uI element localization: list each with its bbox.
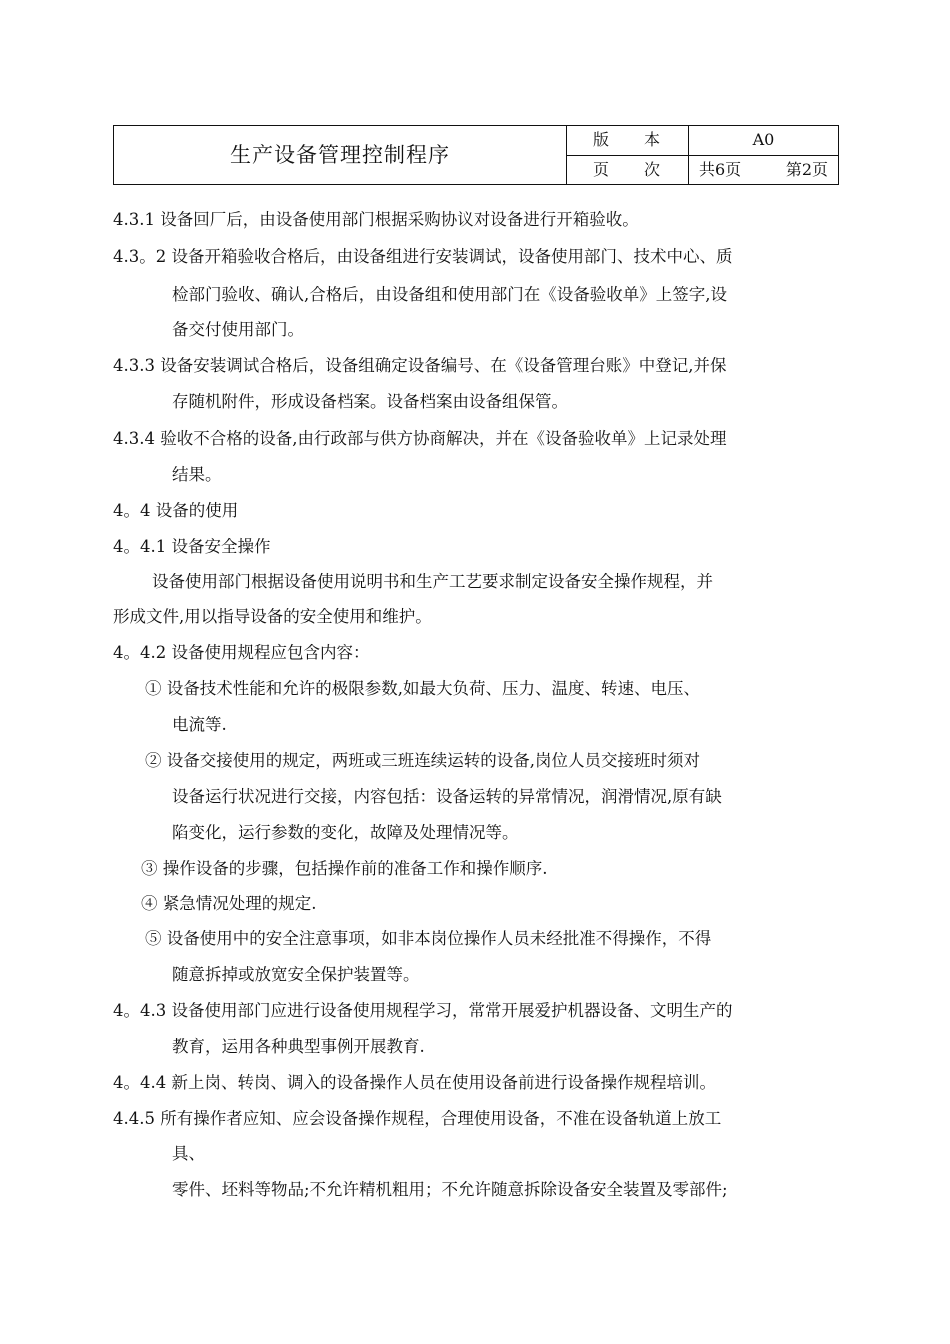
text-line: 4.4.5 所有操作者应知、应会设备操作规程，合理使用设备，不准在设备轨道上放工 xyxy=(113,1109,722,1128)
page-current: 第2页 xyxy=(785,159,828,179)
version-label-second-char: 本 xyxy=(643,130,660,150)
text-line: 4.3.1 设备回厂后，由设备使用部门根据采购协议对设备进行开箱验收。 xyxy=(113,210,639,229)
document-title: 生产设备管理控制程序 xyxy=(114,126,567,185)
subsection-heading: 4。4.2 设备使用规程应包含内容： xyxy=(113,643,370,662)
text-line: 存随机附件，形成设备档案。设备档案由设备组保管。 xyxy=(172,392,568,411)
text-line: 备交付使用部门。 xyxy=(172,320,304,339)
text-line: 形成文件,用以指导设备的安全使用和维护。 xyxy=(113,607,432,626)
text-line: 具、 xyxy=(172,1144,205,1163)
list-item: ③ 操作设备的步骤，包括操作前的准备工作和操作顺序. xyxy=(141,859,548,878)
text-line: 结果。 xyxy=(172,465,222,484)
list-item-continuation: 电流等. xyxy=(172,715,227,734)
list-item: ② 设备交接使用的规定，两班或三班连续运转的设备,岗位人员交接班时须对 xyxy=(145,751,700,770)
text-line: 检部门验收、确认,合格后，由设备组和使用部门在《设备验收单》上签字,设 xyxy=(172,285,727,304)
text-line: 教育，运用各种典型事例开展教育. xyxy=(172,1037,425,1056)
text-line: 零件、坯料等物品;不允许精机粗用；不允许随意拆除设备安全装置及零部件; xyxy=(172,1180,728,1199)
text-line: 4.3.4 验收不合格的设备,由行政部与供方协商解决，并在《设备验收单》上记录处理 xyxy=(113,429,727,448)
list-item: ④ 紧急情况处理的规定. xyxy=(141,894,317,913)
subsection-heading: 4。4.1 设备安全操作 xyxy=(113,537,271,556)
section-heading: 4。4 设备的使用 xyxy=(113,501,239,520)
text-line: 4.3.3 设备安装调试合格后，设备组确定设备编号、在《设备管理台账》中登记,并保 xyxy=(113,356,727,375)
text-line: 4。4.4 新上岗、转岗、调入的设备操作人员在使用设备前进行设备操作规程培训。 xyxy=(113,1073,716,1092)
version-value: A0 xyxy=(689,126,839,156)
page-label-second-char: 次 xyxy=(643,159,660,179)
list-item: ① 设备技术性能和允许的极限参数,如最大负荷、压力、温度、转速、电压、 xyxy=(145,679,700,698)
list-item-continuation: 设备运行状况进行交接，内容包括：设备运转的异常情况，润滑情况,原有缺 xyxy=(172,787,722,806)
list-item-continuation: 陷变化，运行参数的变化，故障及处理情况等。 xyxy=(172,823,519,842)
version-label-first-char: 版 xyxy=(593,130,610,150)
page-total: 共6页 xyxy=(699,159,742,179)
list-item-continuation: 随意拆掉或放宽安全保护装置等。 xyxy=(172,965,420,984)
text-line: 4。4.3 设备使用部门应进行设备使用规程学习，常常开展爱护机器设备、文明生产的 xyxy=(113,1001,733,1020)
text-line: 设备使用部门根据设备使用说明书和生产工艺要求制定设备安全操作规程，并 xyxy=(152,572,713,591)
text-line: 4.3。2 设备开箱验收合格后，由设备组进行安装调试，设备使用部门、技术中心、质 xyxy=(113,247,733,266)
page-label-first-char: 页 xyxy=(593,159,610,179)
list-item: ⑤ 设备使用中的安全注意事项，如非本岗位操作人员未经批准不得操作，不得 xyxy=(145,929,712,948)
